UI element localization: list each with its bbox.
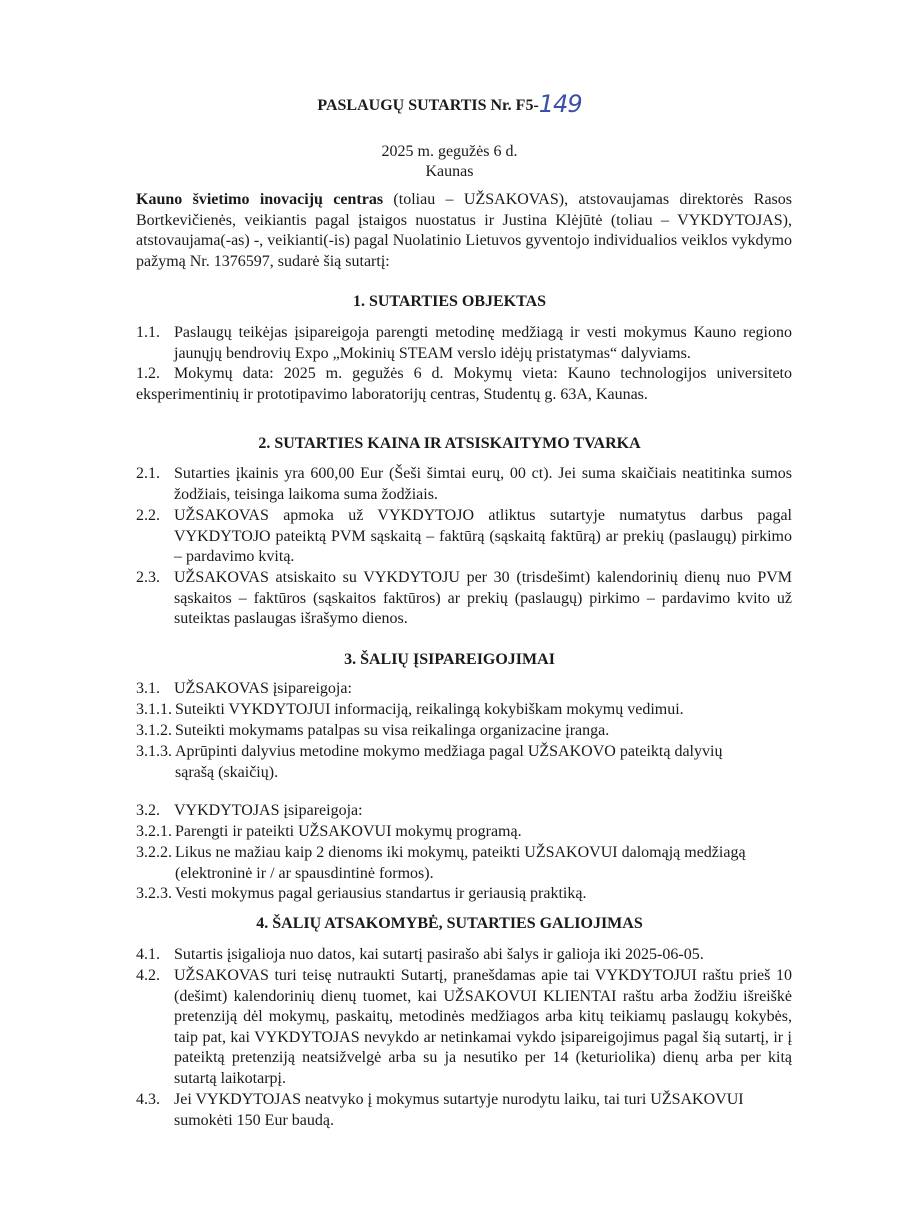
clause-text: UŽSAKOVAS atsiskaito su VYKDYTOJU per 30 (trisdešimt) kalendorinių dienų nuo PVM sąskaitos – faktūros (sąskaitos faktūros) ar prekių (paslaugų) pirkimo – pardavimo kvito už suteiktas paslaugas išrašymo dienos. [174, 569, 792, 627]
clause-1-1 [136, 323, 792, 365]
date-place-block [0, 142, 899, 182]
clause-number: 4.3. [136, 1091, 160, 1108]
clause-number: 1.1. [136, 324, 160, 341]
clause-text: Suteikti mokymams patalpas su visa reikalinga organizacine įranga. [175, 722, 610, 739]
clause-number: 2.2. [136, 507, 160, 524]
clause-3-1 [136, 679, 792, 700]
clause-number: 3.2.2. [136, 844, 172, 861]
section-heading-2: 2. SUTARTIES KAINA IR ATSISKAITYMO TVARKA [258, 435, 641, 452]
clause-2-2 [136, 506, 792, 568]
clause-1-2 [136, 364, 792, 406]
clause-number: 3.1.2. [136, 722, 172, 739]
handwritten-contract-number: 149 [538, 90, 582, 118]
clause-2-1 [136, 464, 792, 506]
clause-number: 3.2.3. [136, 885, 172, 902]
clause-text: VYKDYTOJAS įsipareigoja: [174, 802, 363, 819]
clause-text: Sutarties įkainis yra 600,00 Eur (Šeši šimtai eurų, 00 ct). Jei suma skaičiais neatitinka sumos žodžiais, teisinga laikoma suma žodžiais. [174, 465, 792, 503]
clause-text: Aprūpinti dalyvius metodine mokymo medžiaga pagal UŽSAKOVO pateiktą dalyvių sąrašą (skaičių). [175, 743, 723, 781]
intro-text: (toliau – UŽSAKOVAS), atstovaujamas direktorės Rasos Bortkevičienės, veikiantis pagal įstaigos nuostatus ir Justina Klėjūtė (toliau – VYKDYTOJAS), atstovaujama(-as) -, veikianti(-is) pagal Nuolatinio Lietuvos gyventojo individualios veiklos vykdymo pažymą Nr. 1376597, sudarė šią sutartį: [136, 191, 792, 270]
section-heading-1: 1. SUTARTIES OBJEKTAS [352, 293, 547, 310]
clause-3-1-3 [136, 742, 792, 784]
clause-number: 3.2. [136, 802, 160, 819]
clause-number: 3.1.3. [136, 743, 172, 760]
clause-3-2-3 [136, 884, 792, 905]
client-name: Kauno švietimo inovacijų centras [136, 191, 384, 208]
clause-text: UŽSAKOVAS įsipareigoja: [174, 680, 352, 697]
clause-text: Jei VYKDYTOJAS neatvyko į mokymus sutartyje nurodytu laiku, tai turi UŽSAKOVUI sumokėti 150 Eur baudą. [174, 1091, 744, 1129]
clause-text: Parengti ir pateikti UŽSAKOVUI mokymų programą. [175, 823, 522, 840]
clause-text: Vesti mokymus pagal geriausius standartus ir geriausią praktiką. [175, 885, 587, 902]
clause-number: 2.3. [136, 569, 160, 586]
intro-paragraph [136, 190, 792, 272]
clause-number: 4.2. [136, 967, 160, 984]
clause-number: 4.1. [136, 946, 160, 963]
clause-4-3 [136, 1090, 792, 1132]
contract-title [0, 88, 899, 116]
clause-3-2-1 [136, 822, 792, 843]
contract-date: 2025 m. gegužės 6 d. [381, 143, 518, 160]
title-text: PASLAUGŲ SUTARTIS Nr. F5- [317, 97, 539, 114]
clause-3-1-2 [136, 721, 792, 742]
clause-text: Sutartis įsigalioja nuo datos, kai sutartį pasirašo abi šalys ir galioja iki 2025-06-05. [174, 946, 704, 963]
clause-3-1-1 [136, 700, 792, 721]
clause-text: UŽSAKOVAS turi teisę nutraukti Sutartį, pranešdamas apie tai VYKDYTOJUI raštu prieš 10 (dešimt) kalendorinių dienų tuomet, kai UŽSAKOVUI KLIENTAI raštu arba žodžiu išreiškė pretenziją dėl mokymų, paskaitų, metodinės medžiagos arba kitų teikiamų paslaugų kokybės, taip pat, kai VYKDYTOJAS nevykdo ar netinkamai vykdo įsipareigojimus pagal šią sutartį, ir į pateiktą pretenziją neatsižvelgė arba su ja nesutiko per 14 (keturiolika) dienų arba per kitą sutartą laikotarpį. [174, 967, 792, 1087]
clause-3-2 [136, 801, 792, 822]
contract-city: Kaunas [425, 163, 474, 180]
section-heading-4: 4. ŠALIŲ ATSAKOMYBĖ, SUTARTIES GALIOJIMAS [256, 915, 643, 932]
clause-4-1 [136, 945, 792, 966]
clause-text: Suteikti VYKDYTOJUI informaciją, reikalingą kokybiškam mokymų vedimui. [175, 701, 684, 718]
clause-number: 1.2. [136, 365, 160, 382]
clause-number: 3.1.1. [136, 701, 172, 718]
section-heading-3: 3. ŠALIŲ ĮSIPAREIGOJIMAI [344, 651, 555, 668]
clause-number: 3.1. [136, 680, 160, 697]
clause-4-2 [136, 966, 792, 1090]
clause-text: Mokymų data: 2025 m. gegužės 6 d. Mokymų vieta: Kauno technologijos universiteto eksperimentinių ir prototipavimo laboratorijų centras, Studentų g. 63A, Kaunas. [136, 365, 792, 403]
clause-number: 2.1. [136, 465, 160, 482]
clause-3-2-2 [136, 843, 792, 885]
clause-2-3 [136, 568, 792, 630]
clause-text: UŽSAKOVAS apmoka už VYKDYTOJO atliktus sutartyje numatytus darbus pagal VYKDYTOJO pateiktą PVM sąskaitą – faktūrą (sąskaitą faktūrą) ar prekių (paslaugų) pirkimo – pardavimo kvitą. [174, 507, 792, 565]
clause-number: 3.2.1. [136, 823, 172, 840]
clause-text: Likus ne mažiau kaip 2 dienoms iki mokymų, pateikti UŽSAKOVUI dalomąją medžiagą (elektroninė ir / ar spausdintinė formos). [175, 844, 746, 882]
clause-text: Paslaugų teikėjas įsipareigoja parengti metodinę medžiagą ir vesti mokymus Kauno regiono jaunųjų bendrovių Expo „Mokinių STEAM verslo idėjų pristatymas“ dalyviams. [174, 324, 792, 362]
